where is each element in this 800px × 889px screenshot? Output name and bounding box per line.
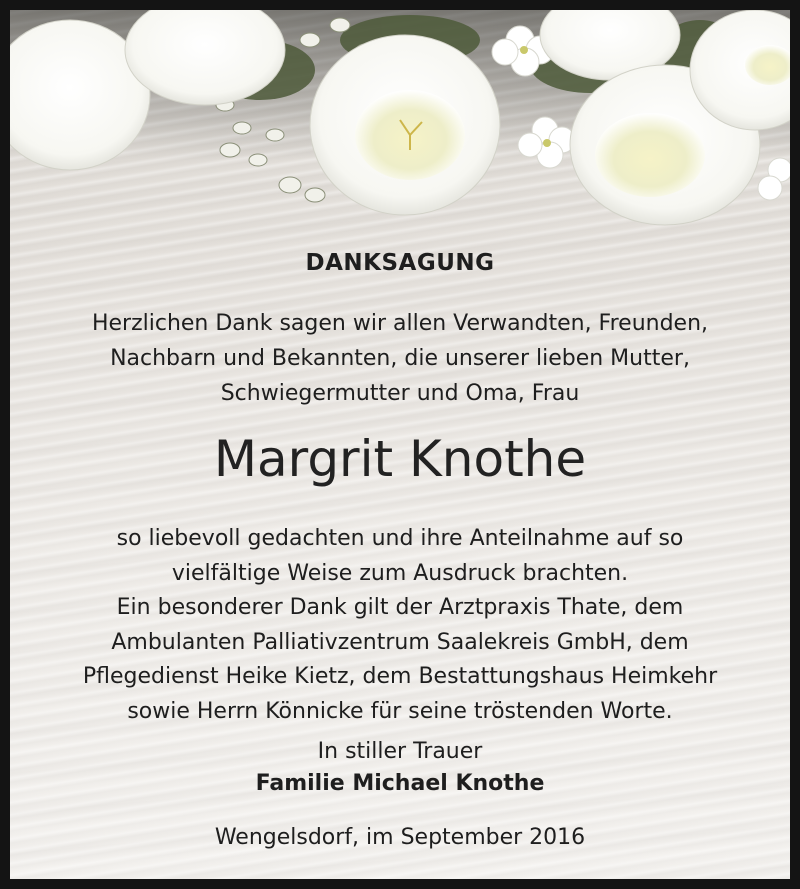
body-paragraph [10, 522, 790, 729]
deceased-name: Margrit Knothe [213, 430, 587, 488]
notice-text [10, 10, 790, 879]
body-line: Ambulanten Palliativzentrum Saalekreis GmbH, dem [111, 629, 689, 655]
intro-line: Nachbarn und Bekannten, die unserer lieben Mutter, [110, 346, 690, 371]
body-line: Ein besonderer Dank gilt der Arztpraxis Thate, dem [116, 595, 684, 620]
intro-line: Schwiegermutter und Oma, Frau [220, 381, 580, 406]
mourning-line: In stiller Trauer [317, 739, 483, 764]
intro-line: Herzlichen Dank sagen wir allen Verwandten, Freunden, [91, 311, 709, 336]
intro-paragraph [10, 306, 790, 411]
family-signature: Familie Michael Knothe [255, 771, 545, 796]
place-date: Wengelsdorf, im September 2016 [214, 825, 586, 850]
body-line: so liebevoll gedachten und ihre Anteilnahme auf so [116, 526, 684, 551]
notice-card [10, 10, 790, 879]
notice-heading: DANKSAGUNG [305, 250, 495, 276]
body-line: Pflegedienst Heike Kietz, dem Bestattungshaus Heimkehr [82, 664, 718, 689]
body-line: sowie Herrn Könnicke für seine tröstenden Worte. [127, 698, 673, 724]
body-line: vielfältige Weise zum Ausdruck brachten. [171, 560, 629, 586]
